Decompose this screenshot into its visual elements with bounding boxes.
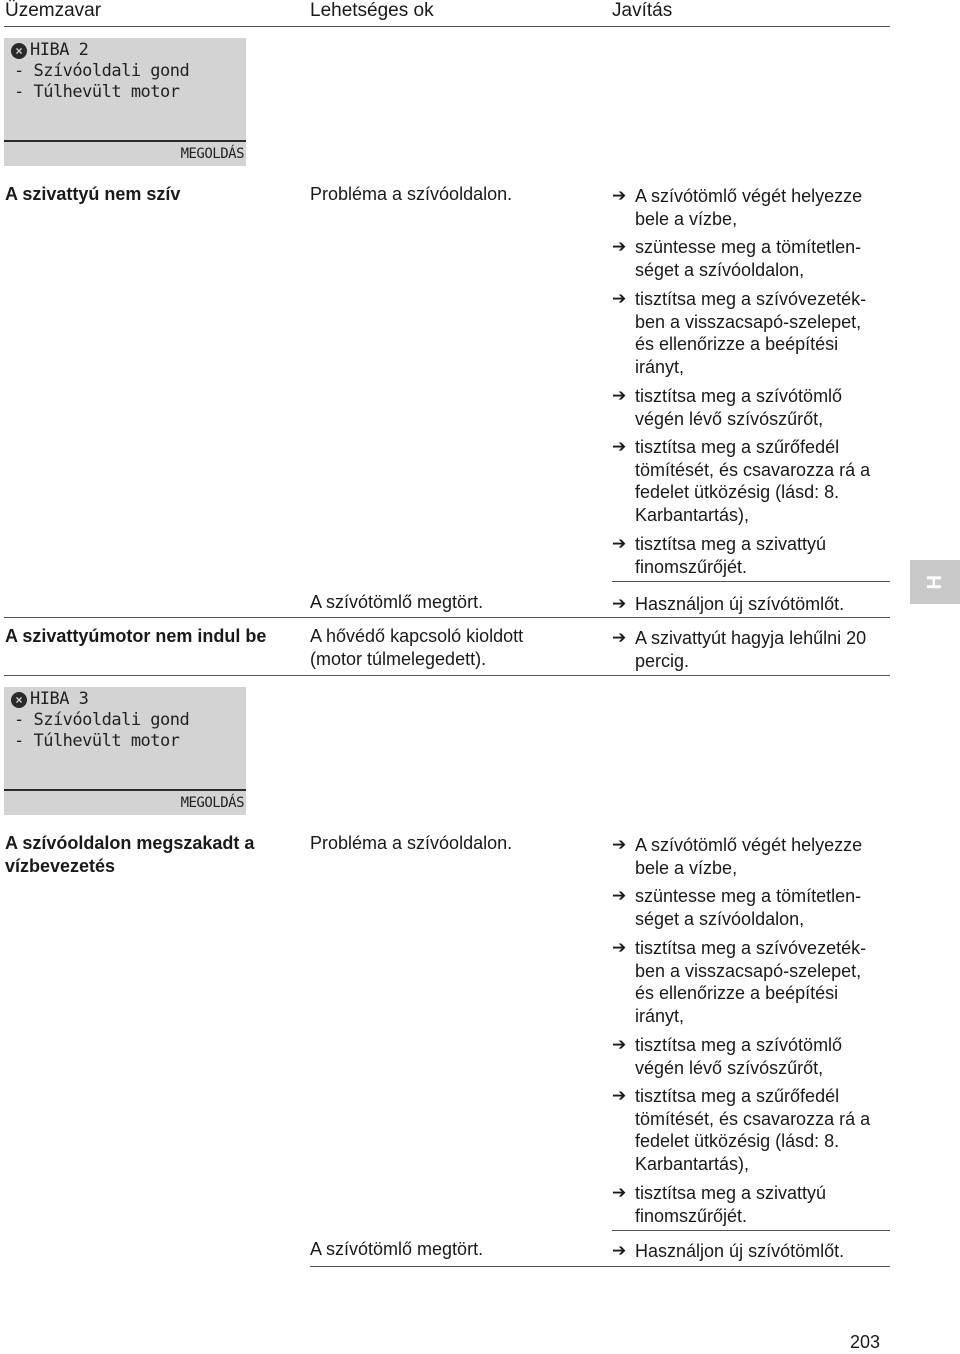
row-divider bbox=[310, 1266, 890, 1267]
arrow-icon: ➔ bbox=[612, 628, 627, 647]
fix-item: ➔ A szivattyút hagyja lehűlni 20 percig. bbox=[612, 628, 867, 671]
arrow-icon: ➔ bbox=[612, 938, 627, 957]
fix-item: ➔ tisztítsa meg a szivattyú finomszűrőjét. bbox=[612, 1183, 827, 1226]
display-line-2: - Túlhevült motor bbox=[14, 82, 180, 102]
row-divider bbox=[4, 675, 890, 676]
row-divider bbox=[612, 581, 890, 582]
display-line-1: - Szívóoldali gond bbox=[14, 710, 190, 730]
fix-item: ➔ tisztítsa meg a szűrőfedél tömítését, és csavarozza rá a fedelet ütközésig (lásd: 8. Karbantartás), bbox=[612, 437, 871, 525]
fix-item: ➔ tisztítsa meg a szűrőfedél tömítését, és csavarozza rá a fedelet ütközésig (lásd: 8. Karbantartás), bbox=[612, 1086, 871, 1174]
error-x-icon: × bbox=[11, 692, 27, 708]
column-header-cause: Lehetséges ok bbox=[310, 0, 434, 21]
arrow-icon: ➔ bbox=[612, 1241, 627, 1260]
arrow-icon: ➔ bbox=[612, 237, 627, 256]
solution-softkey: MEGOLDÁS bbox=[180, 145, 244, 162]
display-title: HIBA 2 bbox=[30, 40, 89, 60]
arrow-icon: ➔ bbox=[612, 534, 627, 553]
fix-item: ➔ tisztítsa meg a szívóvezeték-ben a visszacsapó-szelepet, és ellenőrizze a beépítési irányt, bbox=[612, 938, 867, 1026]
fix-item: ➔ Használjon új szívótömlőt. bbox=[612, 594, 845, 614]
error-display-2 bbox=[4, 687, 246, 815]
arrow-icon: ➔ bbox=[612, 594, 627, 613]
column-header-fault: Üzemzavar bbox=[5, 0, 102, 21]
fix-item: ➔ szüntesse meg a tömítetlen-séget a szívóoldalon, bbox=[612, 237, 862, 280]
arrow-icon: ➔ bbox=[612, 886, 627, 905]
row-divider bbox=[4, 617, 890, 618]
arrow-icon: ➔ bbox=[612, 1183, 627, 1202]
row-divider bbox=[612, 1230, 890, 1231]
fix-item: ➔ tisztítsa meg a szívótömlő végén lévő szívószűrőt, bbox=[612, 1035, 843, 1078]
arrow-icon: ➔ bbox=[612, 1035, 627, 1054]
cause-label: A hővédő kapcsoló kioldott (motor túlmelegedett). bbox=[310, 626, 524, 669]
error-display-1 bbox=[4, 38, 246, 166]
cause-label: A szívótömlő megtört. bbox=[310, 592, 484, 612]
page-number: 203 bbox=[850, 1332, 881, 1352]
cause-label: A szívótömlő megtört. bbox=[310, 1239, 484, 1259]
arrow-icon: ➔ bbox=[612, 186, 627, 205]
error-x-icon: × bbox=[11, 43, 27, 59]
arrow-icon: ➔ bbox=[612, 1086, 627, 1105]
cause-label: Probléma a szívóoldalon. bbox=[310, 833, 513, 853]
header-divider bbox=[4, 26, 890, 27]
language-side-tab: H bbox=[910, 560, 960, 604]
fix-item: ➔ tisztítsa meg a szivattyú finomszűrőjét. bbox=[612, 534, 827, 577]
fix-item: ➔ A szívótömlő végét helyezze bele a vízbe, bbox=[612, 835, 863, 878]
arrow-icon: ➔ bbox=[612, 835, 627, 854]
fix-item: ➔ Használjon új szívótömlőt. bbox=[612, 1241, 845, 1261]
cause-label: Probléma a szívóoldalon. bbox=[310, 184, 513, 204]
arrow-icon: ➔ bbox=[612, 437, 627, 456]
fix-item: ➔ szüntesse meg a tömítetlen-séget a szívóoldalon, bbox=[612, 886, 862, 929]
fix-item: ➔ A szívótömlő végét helyezze bele a vízbe, bbox=[612, 186, 863, 229]
fault-label: A szívóoldalon megszakadt a vízbevezetés bbox=[5, 833, 255, 876]
display-line-1: - Szívóoldali gond bbox=[14, 61, 190, 81]
fault-label: A szivattyúmotor nem indul be bbox=[5, 626, 267, 646]
column-header-fix: Javítás bbox=[612, 0, 673, 21]
display-title: HIBA 3 bbox=[30, 689, 89, 709]
arrow-icon: ➔ bbox=[612, 386, 627, 405]
fault-label: A szivattyú nem szív bbox=[5, 184, 181, 204]
solution-softkey: MEGOLDÁS bbox=[180, 794, 244, 811]
arrow-icon: ➔ bbox=[612, 289, 627, 308]
fix-item: ➔ tisztítsa meg a szívóvezeték-ben a visszacsapó-szelepet, és ellenőrizze a beépítési irányt, bbox=[612, 289, 867, 377]
display-line-2: - Túlhevült motor bbox=[14, 731, 180, 751]
fix-item: ➔ tisztítsa meg a szívótömlő végén lévő szívószűrőt, bbox=[612, 386, 843, 429]
